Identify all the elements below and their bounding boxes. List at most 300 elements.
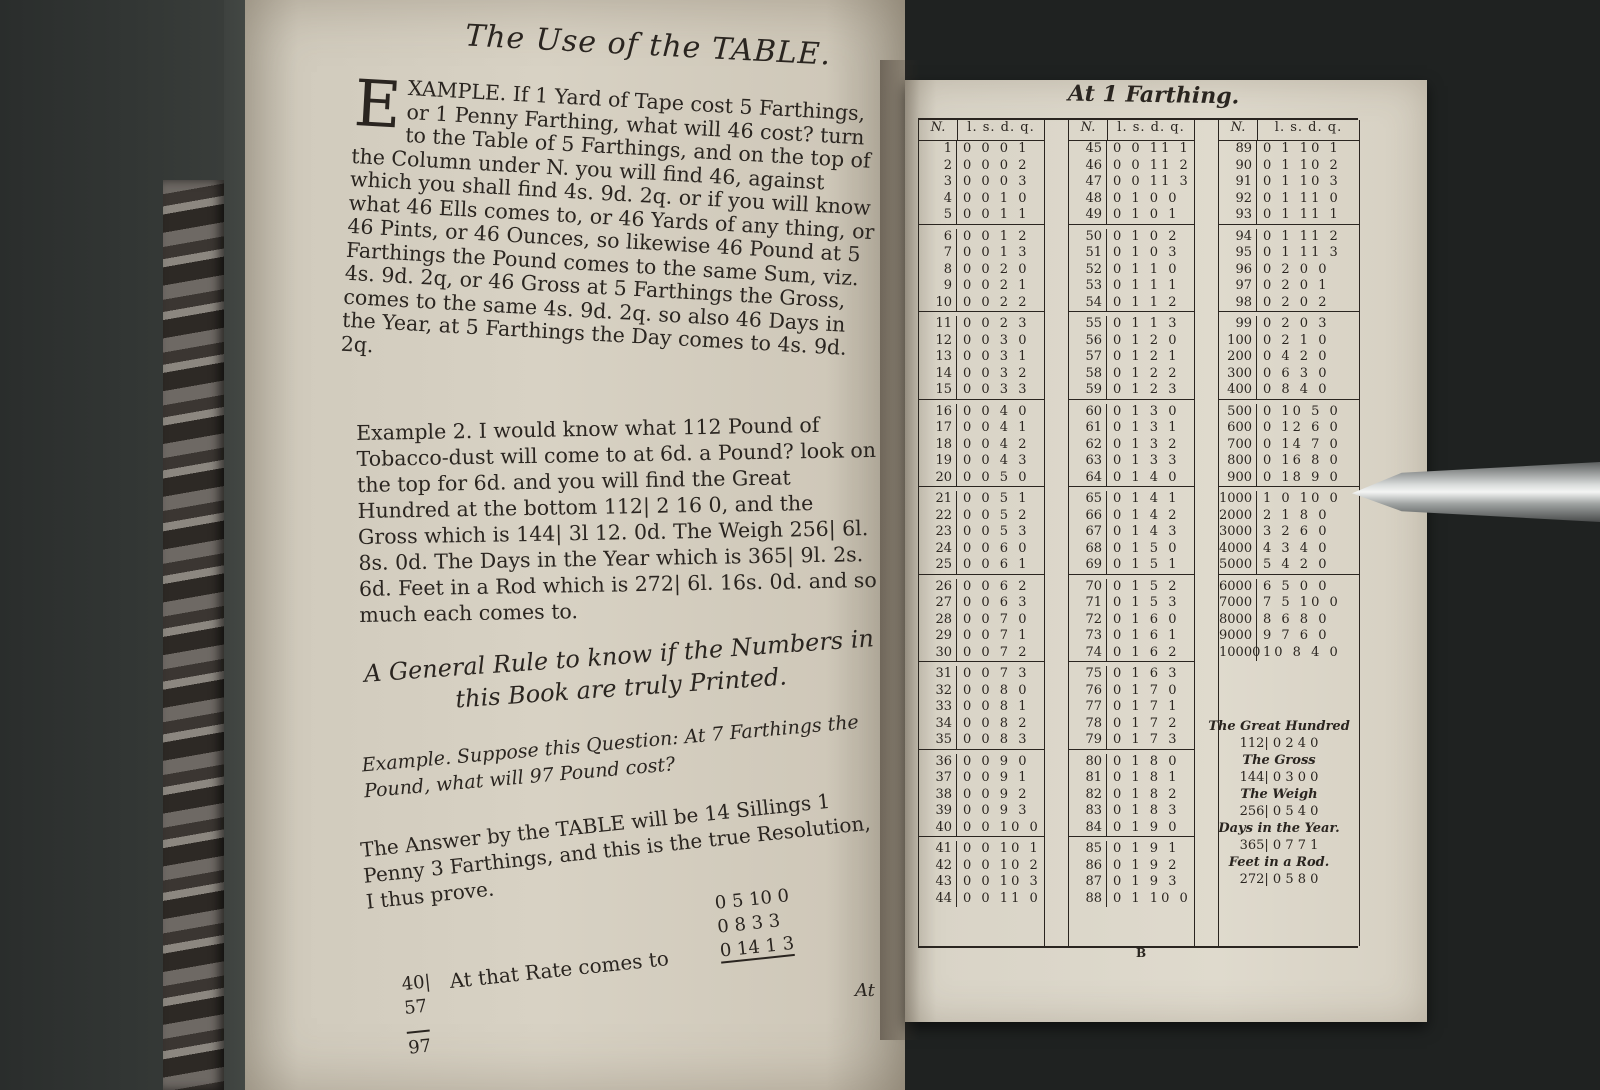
- row-number: 46: [1069, 158, 1107, 175]
- row-value: 0 0 5 2: [963, 507, 1030, 523]
- row-value: 0 0 9 3: [963, 803, 1030, 818]
- row-number: 300: [1219, 366, 1257, 383]
- row-number: 25: [919, 557, 957, 574]
- row-value: 0 18 9 0: [1263, 469, 1341, 485]
- row-value: 0 1 9 2: [1113, 857, 1180, 873]
- table-row: [1069, 229, 1194, 246]
- row-value: 0 1 6 1: [1113, 628, 1180, 643]
- row-value: 2 1 8 0: [1263, 507, 1330, 523]
- table-row: [1069, 820, 1194, 838]
- great-hundred-value: 112| 0 2 4 0: [1239, 736, 1319, 751]
- table-header: [1219, 120, 1359, 141]
- row-value: 8 6 8 0: [1263, 611, 1330, 627]
- table-rows: [919, 141, 1044, 907]
- row-value: 0 0 10 1: [963, 841, 1041, 856]
- row-number: 4: [919, 191, 957, 208]
- row-value: 0 1 2 0: [1113, 332, 1180, 348]
- row-number: 8000: [1219, 612, 1257, 629]
- row-value: 0 0 3 3: [963, 382, 1030, 397]
- row-number: 13: [919, 349, 957, 366]
- row-number: 74: [1069, 645, 1107, 662]
- table-row: [919, 470, 1044, 488]
- table-row: [1219, 470, 1359, 488]
- row-value: 0 0 2 3: [963, 316, 1030, 331]
- row-value: 0 1 1 1: [1113, 278, 1180, 293]
- table-row: [1069, 295, 1194, 313]
- table-row: [1069, 699, 1194, 716]
- table-row: [1069, 666, 1194, 683]
- row-value: 9 7 6 0: [1263, 628, 1330, 643]
- row-number: 64: [1069, 470, 1107, 487]
- row-number: 75: [1069, 666, 1107, 683]
- table-header: [919, 120, 1044, 141]
- row-value: 0 1 11 2: [1263, 228, 1341, 244]
- row-value: 0 1 6 0: [1113, 611, 1180, 627]
- row-number: 95: [1219, 245, 1257, 262]
- row-value: 0 0 10 3: [963, 874, 1041, 889]
- row-value: 0 1 10 1: [1263, 141, 1341, 156]
- row-value: 0 1 4 2: [1113, 507, 1180, 523]
- row-number: 9: [919, 278, 957, 295]
- row-number: 96: [1219, 262, 1257, 279]
- table-header: [1069, 120, 1194, 141]
- table-row: [1069, 382, 1194, 400]
- table-row: [919, 316, 1044, 333]
- row-value: 0 0 9 0: [963, 753, 1030, 769]
- row-number: 49: [1069, 207, 1107, 224]
- table-row: [1069, 333, 1194, 350]
- table-row: [1069, 508, 1194, 525]
- row-value: 0 1 8 2: [1113, 786, 1180, 802]
- row-value: 0 1 0 1: [1113, 207, 1180, 222]
- row-value: 0 0 4 2: [963, 436, 1030, 452]
- row-number: 97: [1219, 278, 1257, 295]
- row-number: 45: [1069, 141, 1107, 158]
- row-value: 0 0 5 0: [963, 469, 1030, 485]
- table-row: [1069, 541, 1194, 558]
- row-value: 0 0 2 1: [963, 278, 1030, 293]
- table-row: [919, 245, 1044, 262]
- example-2-text: Example 2. I would know what 112 Pound of Tobacco-dust will come to at 6d. a Pound? look on the top for 6d. and you will find the Great Hundred at the bottom 112| 2 16 0, and the Gross which is 144| 3l 12. 0d. The Weigh 256| 6l. 8s. 0d. The Days in the Year which is 365| 9l. 2s. 6d. Feet in a Rod which is 272| 6l. 16s. 0d. and so much each comes to.: [356, 412, 877, 627]
- row-number: 2: [919, 158, 957, 175]
- table-row: [1069, 579, 1194, 596]
- row-number: 84: [1069, 820, 1107, 837]
- table-row: [1069, 491, 1194, 508]
- row-number: 1: [919, 141, 957, 158]
- great-hundred-label: The Great Hundred: [1208, 719, 1350, 734]
- row-value: 1 0 10 0: [1263, 491, 1341, 506]
- feet-label: Feet in a Rod.: [1228, 855, 1330, 870]
- row-value: 0 1 2 2: [1113, 365, 1180, 381]
- row-value: 0 1 9 0: [1113, 819, 1180, 835]
- gross-label: The Gross: [1242, 753, 1316, 768]
- row-number: 17: [919, 420, 957, 437]
- row-value: 0 1 5 3: [1113, 595, 1180, 610]
- proof-number-57: 57: [403, 995, 429, 1019]
- row-number: 18: [919, 437, 957, 454]
- table-row: [1069, 191, 1194, 208]
- row-number: 41: [919, 841, 957, 858]
- row-number: 50: [1069, 229, 1107, 246]
- row-value: 0 6 3 0: [1263, 365, 1330, 381]
- example-3-text: Example. Suppose this Question: At 7 Farthings the Pound, what will 97 Pound cost?: [360, 711, 860, 803]
- table-row: [1219, 628, 1359, 645]
- row-value: 3 2 6 0: [1263, 524, 1330, 539]
- row-value: 0 0 0 1: [963, 141, 1030, 156]
- table-row: [919, 508, 1044, 525]
- row-number: 88: [1069, 891, 1107, 908]
- table-row: [919, 820, 1044, 838]
- row-number: 8: [919, 262, 957, 279]
- row-value: 0 0 3 1: [963, 349, 1030, 364]
- feet-value: 272| 0 5 8 0: [1239, 872, 1319, 887]
- table-row: [919, 732, 1044, 750]
- row-value: 0 1 8 3: [1113, 803, 1180, 818]
- row-number: 10000: [1219, 644, 1261, 660]
- row-value: 0 0 8 2: [963, 715, 1030, 731]
- row-number: 15: [919, 382, 957, 399]
- row-number: 21: [919, 491, 957, 508]
- gross-value: 144| 0 3 0 0: [1239, 770, 1319, 785]
- row-value: 6 5 0 0: [1263, 578, 1330, 594]
- table-row: [1069, 278, 1194, 295]
- row-number: 63: [1069, 453, 1107, 470]
- row-number: 24: [919, 541, 957, 558]
- row-number: 700: [1219, 437, 1257, 454]
- table-row: [919, 699, 1044, 716]
- row-number: 400: [1219, 382, 1257, 399]
- table-row: [1069, 366, 1194, 383]
- table-row: [919, 141, 1044, 158]
- row-value: 0 1 0 2: [1113, 228, 1180, 244]
- row-number: 800: [1219, 453, 1257, 470]
- row-number: 32: [919, 683, 957, 700]
- row-value: 0 0 4 3: [963, 453, 1030, 468]
- row-number: 47: [1069, 174, 1107, 191]
- row-value: 0 0 1 2: [963, 228, 1030, 244]
- row-value: 0 1 11 1: [1263, 207, 1341, 222]
- header-n: N.: [919, 120, 958, 140]
- table-row: [919, 207, 1044, 225]
- table-row: [1069, 841, 1194, 858]
- answer-text: The Answer by the TABLE will be 14 Sillings 1 Penny 3 Farthings, and this is the true Resolution, I thus prove.: [359, 788, 872, 914]
- header-n: N.: [1069, 120, 1108, 140]
- table-row: [1069, 420, 1194, 437]
- row-value: 10 8 4 0: [1263, 644, 1341, 660]
- table-row: [1069, 628, 1194, 645]
- row-value: 0 2 1 0: [1263, 332, 1330, 348]
- row-value: 0 2 0 3: [1263, 316, 1330, 331]
- row-value: 0 0 10 0: [963, 819, 1041, 835]
- row-number: 19: [919, 453, 957, 470]
- row-value: 0 0 2 0: [963, 261, 1030, 277]
- row-value: 0 1 11 3: [1263, 245, 1341, 260]
- table-row: [1219, 437, 1359, 454]
- weigh-label: The Weigh: [1240, 787, 1318, 802]
- row-value: 0 1 8 1: [1113, 770, 1180, 785]
- row-number: 30: [919, 645, 957, 662]
- row-number: 82: [1069, 787, 1107, 804]
- row-value: 0 0 11 0: [963, 890, 1041, 906]
- table-row: [919, 754, 1044, 771]
- row-value: 0 8 4 0: [1263, 382, 1330, 397]
- table-row: [919, 453, 1044, 470]
- table-row: [919, 612, 1044, 629]
- row-number: 36: [919, 754, 957, 771]
- header-lsdq: l. s. d. q.: [1117, 120, 1185, 135]
- row-value: 0 1 3 2: [1113, 436, 1180, 452]
- row-value: 0 1 2 1: [1113, 349, 1180, 364]
- table-row: [1069, 437, 1194, 454]
- table-row: [1219, 382, 1359, 400]
- row-number: 23: [919, 524, 957, 541]
- table-rows: [1219, 141, 1359, 661]
- row-value: 0 1 1 2: [1113, 294, 1180, 310]
- row-number: 85: [1069, 841, 1107, 858]
- row-value: 0 0 11 1: [1113, 141, 1191, 156]
- row-number: 81: [1069, 770, 1107, 787]
- table-rows: [1069, 141, 1194, 907]
- row-number: 48: [1069, 191, 1107, 208]
- row-number: 6000: [1219, 579, 1257, 596]
- row-value: 0 0 10 2: [963, 857, 1041, 873]
- header-lsdq: l. s. d. q.: [967, 120, 1035, 135]
- table-row: [1069, 732, 1194, 750]
- table-row: [919, 645, 1044, 663]
- table-row: [1219, 333, 1359, 350]
- table-row: [919, 295, 1044, 313]
- row-value: 0 0 5 3: [963, 524, 1030, 539]
- table-row: [919, 858, 1044, 875]
- table-row: [919, 683, 1044, 700]
- table-row: [1069, 557, 1194, 575]
- row-number: 92: [1219, 191, 1257, 208]
- row-number: 34: [919, 716, 957, 733]
- row-value: 0 0 11 3: [1113, 174, 1191, 189]
- row-value: 0 0 9 1: [963, 770, 1030, 785]
- table-row: [1219, 262, 1359, 279]
- table-row: [919, 891, 1044, 908]
- table-row: [1219, 191, 1359, 208]
- row-number: 80: [1069, 754, 1107, 771]
- row-value: 0 0 6 2: [963, 578, 1030, 594]
- row-number: 73: [1069, 628, 1107, 645]
- row-number: 86: [1069, 858, 1107, 875]
- table-row: [919, 366, 1044, 383]
- row-number: 600: [1219, 420, 1257, 437]
- row-number: 3: [919, 174, 957, 191]
- row-number: 3000: [1219, 524, 1257, 541]
- row-value: 0 0 3 2: [963, 365, 1030, 381]
- row-number: 51: [1069, 245, 1107, 262]
- row-value: 0 1 2 3: [1113, 382, 1180, 397]
- row-number: 28: [919, 612, 957, 629]
- table-row: [1069, 787, 1194, 804]
- row-value: 0 1 3 0: [1113, 403, 1180, 419]
- table-row: [919, 404, 1044, 421]
- row-value: 0 1 10 0: [1113, 890, 1191, 906]
- table-row: [919, 787, 1044, 804]
- row-value: 0 1 7 1: [1113, 699, 1180, 714]
- row-value: 0 1 7 0: [1113, 682, 1180, 698]
- table-row: [1219, 541, 1359, 558]
- left-catchword: At: [855, 980, 875, 1001]
- row-value: 0 1 8 0: [1113, 753, 1180, 769]
- table-row: [1219, 595, 1359, 612]
- row-value: 0 0 8 3: [963, 732, 1030, 747]
- row-value: 0 1 11 0: [1263, 190, 1341, 206]
- row-value: 0 0 11 2: [1113, 157, 1191, 173]
- row-number: 5: [919, 207, 957, 224]
- row-value: 0 0 0 3: [963, 174, 1030, 189]
- table-row: [1219, 174, 1359, 191]
- row-number: 10: [919, 295, 957, 312]
- table-row: [1219, 295, 1359, 313]
- row-value: 0 0 1 3: [963, 245, 1030, 260]
- table-column-1: [918, 120, 1045, 946]
- row-value: 0 0 6 1: [963, 557, 1030, 572]
- left-page-title: The Use of the TABLE.: [464, 18, 833, 73]
- table-row: [1069, 141, 1194, 158]
- row-number: 93: [1219, 207, 1257, 224]
- table-row: [1219, 158, 1359, 175]
- row-value: 0 0 0 2: [963, 157, 1030, 173]
- table-column-2: [1068, 120, 1195, 946]
- row-value: 0 1 4 0: [1113, 469, 1180, 485]
- row-value: 0 1 6 2: [1113, 644, 1180, 660]
- row-number: 66: [1069, 508, 1107, 525]
- row-number: 90: [1219, 158, 1257, 175]
- row-number: 78: [1069, 716, 1107, 733]
- drop-capital: E: [352, 67, 404, 144]
- row-value: 0 1 6 3: [1113, 666, 1180, 681]
- table-row: [919, 191, 1044, 208]
- proof-rate-text: At that Rate comes to: [448, 946, 670, 994]
- row-number: 71: [1069, 595, 1107, 612]
- row-value: 0 14 7 0: [1263, 436, 1341, 452]
- row-number: 91: [1219, 174, 1257, 191]
- row-number: 33: [919, 699, 957, 716]
- table-row: [919, 803, 1044, 820]
- table-row: [1069, 683, 1194, 700]
- table-row: [1219, 316, 1359, 333]
- row-value: 0 4 2 0: [1263, 349, 1330, 364]
- table-row: [1219, 579, 1359, 596]
- row-value: 0 0 4 0: [963, 403, 1030, 419]
- row-value: 0 1 0 0: [1113, 190, 1180, 206]
- row-number: 14: [919, 366, 957, 383]
- row-number: 31: [919, 666, 957, 683]
- row-value: 0 0 5 1: [963, 491, 1030, 506]
- row-value: 0 1 5 0: [1113, 540, 1180, 556]
- row-number: 16: [919, 404, 957, 421]
- table-row: [919, 874, 1044, 891]
- table-row: [1069, 524, 1194, 541]
- table-row: [919, 716, 1044, 733]
- table-row: [919, 628, 1044, 645]
- row-number: 43: [919, 874, 957, 891]
- weigh-value: 256| 0 5 4 0: [1239, 804, 1319, 819]
- row-value: 0 0 1 0: [963, 190, 1030, 206]
- table-row: [1219, 645, 1359, 662]
- row-number: 2000: [1219, 508, 1257, 525]
- row-number: 4000: [1219, 541, 1257, 558]
- proof-row-2: 0 8 3 3: [716, 910, 782, 938]
- row-value: 0 1 10 3: [1263, 174, 1341, 189]
- table-row: [1069, 716, 1194, 733]
- row-number: 72: [1069, 612, 1107, 629]
- row-number: 40: [919, 820, 957, 837]
- table-row: [919, 595, 1044, 612]
- table-row: [919, 382, 1044, 400]
- table-row: [919, 437, 1044, 454]
- row-value: 0 1 5 2: [1113, 578, 1180, 594]
- table-row: [1069, 754, 1194, 771]
- proof-row-3: 0 14 1 3: [718, 932, 796, 962]
- table-row: [1069, 874, 1194, 891]
- table-row: [1069, 207, 1194, 225]
- row-value: 0 1 1 0: [1113, 261, 1180, 277]
- table-row: [1069, 245, 1194, 262]
- row-number: 38: [919, 787, 957, 804]
- table-row: [919, 174, 1044, 191]
- row-value: 0 12 6 0: [1263, 420, 1341, 435]
- table-row: [919, 491, 1044, 508]
- table-row: [1069, 174, 1194, 191]
- table-row: [1219, 366, 1359, 383]
- row-value: 0 1 10 2: [1263, 157, 1341, 173]
- row-number: 6: [919, 229, 957, 246]
- row-number: 67: [1069, 524, 1107, 541]
- row-number: 7: [919, 245, 957, 262]
- row-value: 0 0 7 2: [963, 644, 1030, 660]
- table-row: [1219, 229, 1359, 246]
- row-number: 9000: [1219, 628, 1257, 645]
- row-number: 22: [919, 508, 957, 525]
- row-value: 0 0 7 1: [963, 628, 1030, 643]
- row-value: 0 10 5 0: [1263, 403, 1341, 419]
- table-row: [1069, 316, 1194, 333]
- proof-number-40: 40|: [400, 971, 432, 996]
- row-value: 0 1 4 1: [1113, 491, 1180, 506]
- row-value: 0 0 6 0: [963, 540, 1030, 556]
- row-value: 4 3 4 0: [1263, 540, 1330, 556]
- row-value: 0 1 0 3: [1113, 245, 1180, 260]
- row-number: 83: [1069, 803, 1107, 820]
- table-row: [1219, 557, 1359, 575]
- row-value: 0 0 3 0: [963, 332, 1030, 348]
- table-row: [919, 770, 1044, 787]
- row-value: 7 5 10 0: [1263, 595, 1341, 610]
- book-gutter-shadow: [880, 60, 920, 1040]
- page-signature: B: [1136, 946, 1147, 960]
- row-value: 0 1 9 3: [1113, 874, 1180, 889]
- table-row: [1069, 770, 1194, 787]
- row-number: 57: [1069, 349, 1107, 366]
- table-row: [1219, 508, 1359, 525]
- days-value: 365| 0 7 7 1: [1239, 838, 1319, 853]
- row-number: 70: [1069, 579, 1107, 596]
- header-lsdq: l. s. d. q.: [1274, 120, 1343, 135]
- row-number: 77: [1069, 699, 1107, 716]
- row-number: 52: [1069, 262, 1107, 279]
- table-row: [919, 524, 1044, 541]
- table-row: [919, 420, 1044, 437]
- table-row: [1219, 612, 1359, 629]
- row-value: 0 0 4 1: [963, 420, 1030, 435]
- row-value: 5 4 2 0: [1263, 557, 1330, 572]
- table-row: [1069, 803, 1194, 820]
